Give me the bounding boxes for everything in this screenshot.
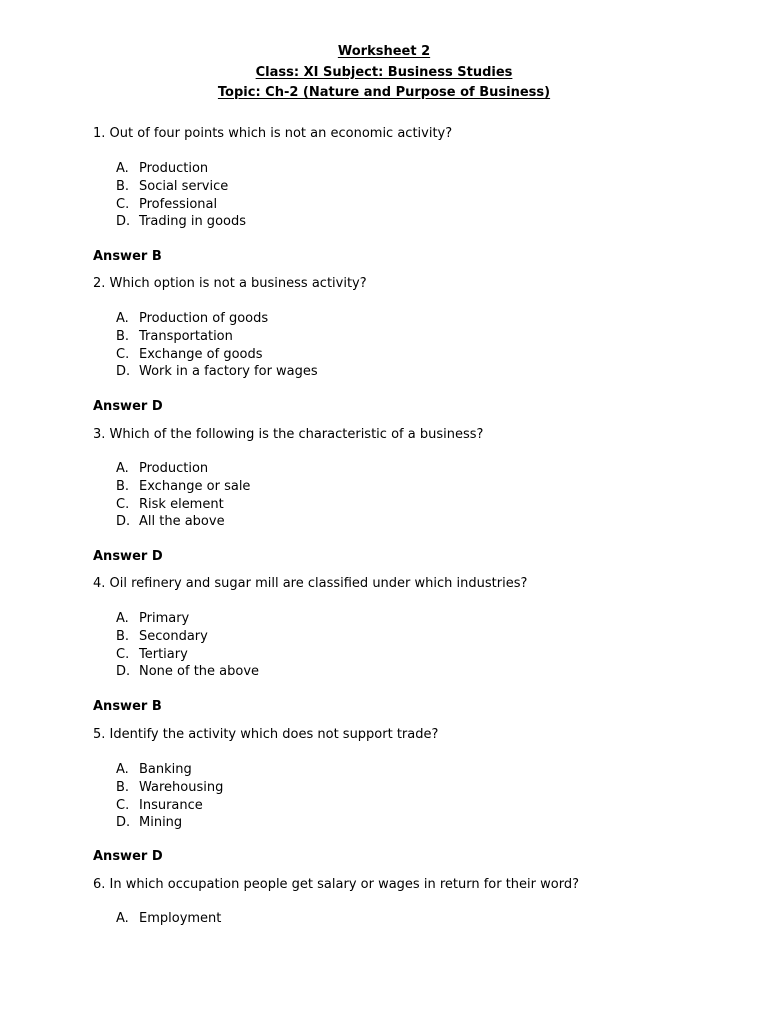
worksheet-title: Worksheet 2 [337,44,431,59]
question-3: 3. Which of the following is the characteristic of a business? [93,427,484,442]
option: D. Trading in goods [116,214,246,230]
question-1-options [116,160,246,231]
answer-2: Answer D [93,399,163,414]
option: A. Production of goods [116,311,269,326]
question-4: 4. Oil refinery and sugar mill are classified under which industries? [93,576,528,591]
question-2: 2. Which option is not a business activity? [93,276,367,291]
question-6-options [116,910,221,928]
option: B. Exchange or sale [116,478,251,494]
option: A. Banking [116,762,192,777]
question-3-options [116,460,250,531]
question-6: 6. In which occupation people get salary or wages in return for their word? [93,877,579,892]
class-subject-line: Class: XI Subject: Business Studies [255,64,513,80]
option: A. Production [116,161,209,176]
option: A. Primary [116,611,190,626]
option: D. All the above [116,514,225,530]
answer-1: Answer B [93,249,162,264]
option: C. Tertiary [116,646,188,662]
question-1: 1. Out of four points which is not an economic activity? [93,126,453,141]
option: C. Professional [116,196,218,212]
option: A. Employment [116,911,222,926]
question-2-options [116,310,318,381]
question-5: 5. Identify the activity which does not support trade? [93,727,439,742]
question-4-options [116,610,259,681]
option: B. Transportation [116,328,233,344]
topic-line: Topic: Ch-2 (Nature and Purpose of Business) [217,85,551,100]
option: B. Secondary [116,628,208,644]
option: A. Production [116,461,209,476]
option: C. Insurance [116,797,203,813]
option: D. Work in a factory for wages [116,364,318,380]
option: B. Social service [116,178,229,194]
answer-5: Answer D [93,849,163,864]
option: D. Mining [116,815,183,831]
option: C. Risk element [116,496,224,512]
worksheet-header [0,42,768,104]
option: C. Exchange of goods [116,346,263,362]
option: B. Warehousing [116,779,224,795]
answer-3: Answer D [93,549,163,564]
option: D. None of the above [116,664,260,680]
answer-4: Answer B [93,699,162,714]
question-5-options [116,761,223,832]
